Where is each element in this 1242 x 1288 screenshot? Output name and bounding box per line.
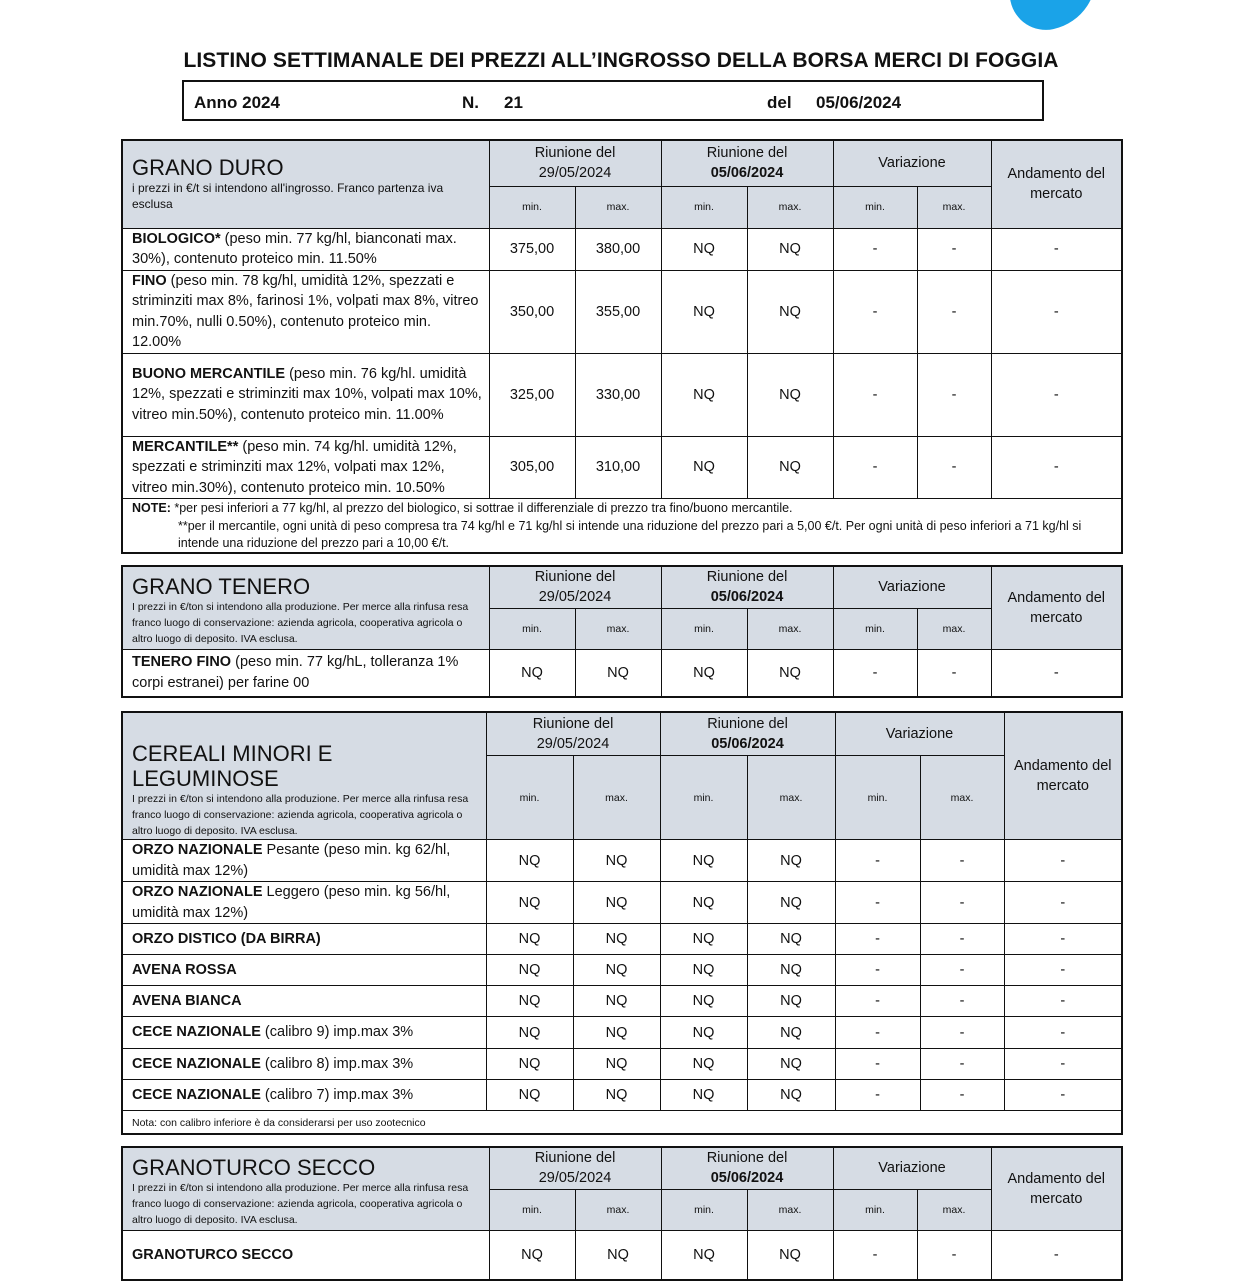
max-header: max.	[747, 756, 835, 840]
section-description: I prezzi in €/ton si intendono alla produzione. Per merce alla rinfusa resa franco luogo di conservazione: azienda agricola, cooperativa agricola o altro luogo di deposito. IVA esclusa.	[132, 601, 469, 645]
curr-meeting-header	[661, 566, 833, 608]
product-row	[122, 1230, 1122, 1280]
min-header: min.	[489, 186, 575, 228]
price-var-max: -	[917, 649, 991, 697]
price-curr-max: NQ	[747, 649, 833, 697]
section-header	[122, 712, 486, 840]
price-prev-max: NQ	[575, 649, 661, 697]
section-title: GRANO TENERO	[132, 574, 311, 599]
product-cell	[122, 228, 489, 270]
prev-date: 29/05/2024	[538, 589, 612, 606]
price-curr-min: NQ	[660, 1017, 747, 1049]
price-curr-max: NQ	[747, 353, 833, 436]
price-prev-min: NQ	[486, 1049, 573, 1080]
product-cell	[122, 955, 486, 986]
section-header	[122, 566, 489, 649]
section-description: I prezzi in €/ton si intendono alla produzione. Per merce alla rinfusa resa franco luogo di conservazione: azienda agricola, cooperativa agricola o altro luogo di deposito. IVA esclusa.	[132, 793, 469, 837]
product-row	[122, 1049, 1122, 1080]
product-cell	[122, 1080, 486, 1111]
product-name: TENERO FINO	[132, 654, 232, 671]
section-header	[122, 140, 489, 228]
product-spec: (peso min. 77 kg/hL, tolleranza 1% corpi estranei) per farine 00	[132, 654, 459, 691]
product-name: CECE NAZIONALE	[132, 1086, 261, 1103]
date-value: 05/06/2024	[816, 93, 902, 112]
price-trend: -	[991, 270, 1122, 353]
price-var-min: -	[833, 353, 917, 436]
price-curr-max: NQ	[747, 840, 835, 882]
product-cell	[122, 1049, 486, 1080]
prev-meeting-header	[489, 140, 661, 186]
table-grano-duro	[121, 139, 1123, 554]
price-curr-min: NQ	[660, 955, 747, 986]
year-label: Anno 2024	[194, 93, 280, 112]
price-var-max: -	[917, 1230, 991, 1280]
price-curr-min: NQ	[660, 882, 747, 924]
price-var-min: -	[835, 840, 920, 882]
table-cereali-minori	[121, 711, 1123, 1135]
price-curr-min: NQ	[660, 840, 747, 882]
product-name: ORZO NAZIONALE	[132, 884, 263, 900]
price-prev-min: NQ	[486, 840, 573, 882]
product-spec: (calibro 8) imp.max 3%	[260, 1055, 414, 1072]
price-curr-max: NQ	[747, 986, 835, 1017]
section-description: I prezzi in €/ton si intendono alla produzione. Per merce alla rinfusa resa franco luogo di conservazione: azienda agricola, cooperativa agricola o altro luogo di deposito. IVA esclusa.	[132, 1182, 469, 1226]
notes-cell	[122, 1111, 1122, 1134]
product-row	[122, 228, 1122, 270]
product-name: MERCANTILE**	[132, 438, 239, 455]
price-prev-max: 330,00	[575, 353, 661, 436]
page-title: LISTINO SETTIMANALE DEI PREZZI ALL’INGROSSO DELLA BORSA MERCI DI FOGGIA	[183, 49, 1059, 72]
price-var-min: -	[833, 228, 917, 270]
product-row	[122, 270, 1122, 353]
note-1	[123, 499, 1121, 517]
riunione-label: Riunione del	[534, 1150, 616, 1167]
trend-header: Andamento del mercato	[991, 1147, 1122, 1230]
price-prev-min: NQ	[486, 882, 573, 924]
price-trend: -	[1004, 1080, 1122, 1111]
price-var-max: -	[920, 1049, 1004, 1080]
trend-header: Andamento del mercato	[991, 140, 1122, 228]
product-cell	[122, 924, 486, 955]
product-name: AVENA ROSSA	[132, 961, 237, 978]
price-prev-max: NQ	[573, 1080, 660, 1111]
product-row	[122, 955, 1122, 986]
price-prev-min: NQ	[486, 1017, 573, 1049]
section-title: GRANO DURO	[132, 155, 284, 180]
price-curr-min: NQ	[661, 270, 747, 353]
min-header: min.	[833, 1189, 917, 1230]
product-name: BUONO MERCANTILE	[132, 365, 286, 382]
product-cell	[122, 270, 489, 353]
price-curr-min: NQ	[661, 436, 747, 499]
curr-date: 05/06/2024	[710, 165, 784, 182]
max-header: max.	[917, 608, 991, 649]
curr-meeting-header	[661, 140, 833, 186]
section-title: CEREALI MINORI E LEGUMINOSE	[132, 741, 333, 791]
price-trend: -	[991, 1230, 1122, 1280]
variation-header: Variazione	[833, 566, 991, 608]
price-trend: -	[1004, 924, 1122, 955]
price-prev-min: NQ	[486, 1080, 573, 1111]
product-name: CECE NAZIONALE	[132, 1055, 261, 1072]
number-value: 21	[504, 93, 523, 112]
price-var-max: -	[917, 353, 991, 436]
prev-meeting-header	[489, 1147, 661, 1189]
max-header: max.	[920, 756, 1004, 840]
prev-meeting-header	[489, 566, 661, 608]
price-trend: -	[991, 649, 1122, 697]
riunione-label: Riunione del	[706, 1150, 788, 1167]
price-prev-max: 355,00	[575, 270, 661, 353]
curr-meeting-header	[660, 712, 835, 756]
curr-meeting-header	[661, 1147, 833, 1189]
max-header: max.	[747, 1189, 833, 1230]
curr-date: 05/06/2024	[711, 736, 784, 753]
price-curr-min: NQ	[661, 228, 747, 270]
price-trend: -	[1004, 1049, 1122, 1080]
product-cell	[122, 353, 489, 436]
variation-header: Variazione	[833, 1147, 991, 1189]
price-curr-min: NQ	[661, 353, 747, 436]
product-spec: Pesante (peso min. kg 62/hl, umidità max 12%)	[132, 842, 451, 879]
calibro-note: Nota: con calibro inferiore è da considerarsi per uso zootecnico	[132, 1116, 426, 1129]
riunione-label: Riunione del	[706, 145, 788, 162]
riunione-label: Riunione del	[534, 569, 616, 586]
price-curr-min: NQ	[661, 1230, 747, 1280]
max-header: max.	[917, 186, 991, 228]
trend-header: Andamento del mercato	[991, 566, 1122, 649]
product-row	[122, 986, 1122, 1017]
price-prev-max: NQ	[573, 986, 660, 1017]
prev-date: 29/05/2024	[538, 1170, 612, 1187]
min-header: min.	[661, 608, 747, 649]
price-var-min: -	[835, 1017, 920, 1049]
price-var-min: -	[833, 649, 917, 697]
price-prev-min: 375,00	[489, 228, 575, 270]
product-row	[122, 924, 1122, 955]
price-prev-max: NQ	[573, 924, 660, 955]
product-row	[122, 1017, 1122, 1049]
price-var-min: -	[833, 270, 917, 353]
min-header: min.	[486, 756, 573, 840]
min-header: min.	[489, 1189, 575, 1230]
product-name: AVENA BIANCA	[132, 992, 242, 1009]
logo-corner-shape	[1004, 0, 1106, 37]
min-header: min.	[660, 756, 747, 840]
price-curr-min: NQ	[660, 1080, 747, 1111]
curr-date: 05/06/2024	[710, 589, 784, 606]
price-trend: -	[1004, 1017, 1122, 1049]
product-name: GRANOTURCO SECCO	[132, 1246, 294, 1263]
max-header: max.	[917, 1189, 991, 1230]
section-header	[122, 1147, 489, 1230]
riunione-label: Riunione del	[534, 145, 616, 162]
product-name: BIOLOGICO*	[132, 230, 221, 247]
price-trend: -	[1004, 986, 1122, 1017]
price-trend: -	[991, 436, 1122, 499]
prev-date: 29/05/2024	[538, 165, 612, 182]
product-cell	[122, 649, 489, 697]
price-curr-max: NQ	[747, 228, 833, 270]
price-prev-max: NQ	[575, 1230, 661, 1280]
product-name: ORZO DISTICO (DA BIRRA)	[132, 930, 321, 947]
price-var-min: -	[835, 882, 920, 924]
product-row	[122, 649, 1122, 697]
price-var-max: -	[920, 840, 1004, 882]
price-curr-max: NQ	[747, 1017, 835, 1049]
number-label: N.	[462, 93, 479, 112]
riunione-label: Riunione del	[532, 716, 614, 733]
min-header: min.	[835, 756, 920, 840]
price-trend: -	[991, 228, 1122, 270]
variation-header: Variazione	[835, 712, 1004, 756]
price-var-max: -	[920, 955, 1004, 986]
table-grano-tenero	[121, 565, 1123, 698]
price-trend: -	[1004, 955, 1122, 986]
notes-cell	[122, 499, 1122, 554]
price-var-max: -	[917, 228, 991, 270]
product-row	[122, 353, 1122, 436]
price-var-max: -	[920, 1080, 1004, 1111]
price-var-max: -	[920, 1017, 1004, 1049]
price-prev-min: NQ	[486, 955, 573, 986]
date-label: del	[767, 93, 792, 112]
trend-header: Andamento del mercato	[1004, 712, 1122, 840]
max-header: max.	[573, 756, 660, 840]
price-prev-max: NQ	[573, 840, 660, 882]
product-cell	[122, 1230, 489, 1280]
product-name: ORZO NAZIONALE	[132, 842, 263, 858]
note-label: NOTE:	[132, 501, 171, 515]
max-header: max.	[575, 1189, 661, 1230]
price-var-max: -	[920, 924, 1004, 955]
price-prev-min: NQ	[486, 924, 573, 955]
max-header: max.	[747, 186, 833, 228]
price-curr-max: NQ	[747, 1049, 835, 1080]
product-cell	[122, 986, 486, 1017]
price-prev-min: 350,00	[489, 270, 575, 353]
product-spec: (calibro 9) imp.max 3%	[260, 1024, 414, 1041]
min-header: min.	[489, 608, 575, 649]
price-curr-min: NQ	[660, 986, 747, 1017]
price-prev-max: NQ	[573, 1049, 660, 1080]
section-title: GRANOTURCO SECCO	[132, 1155, 376, 1180]
price-var-min: -	[833, 436, 917, 499]
min-header: min.	[833, 186, 917, 228]
price-trend: -	[1004, 882, 1122, 924]
product-spec: (calibro 7) imp.max 3%	[260, 1086, 414, 1103]
product-cell	[122, 1017, 486, 1049]
price-curr-max: NQ	[747, 955, 835, 986]
price-prev-min: NQ	[489, 649, 575, 697]
section-description: i prezzi in €/t si intendono all'ingrosso. Franco partenza iva esclusa	[132, 181, 444, 211]
product-row	[122, 840, 1122, 882]
product-spec: (peso min. 77 kg/hl, bianconati max. 30%), contenuto proteico min. 11.50%	[132, 230, 457, 267]
price-prev-min: NQ	[486, 986, 573, 1017]
min-header: min.	[661, 186, 747, 228]
price-prev-min: 305,00	[489, 436, 575, 499]
price-var-min: -	[835, 1080, 920, 1111]
price-var-max: -	[917, 270, 991, 353]
note-2: **per il mercantile, ogni unità di peso compresa tra 74 kg/hl e 71 kg/hl si intende una riduzione del prezzo pari a 5,00 €/t. Per ogni unità di peso inferiori a 71 kg/hl si intende una riduzione del prezzo pari a 10,00 €/t.	[178, 519, 1082, 550]
product-cell	[122, 840, 486, 882]
product-row	[122, 882, 1122, 924]
price-var-min: -	[835, 986, 920, 1017]
riunione-label: Riunione del	[706, 569, 788, 586]
variation-header: Variazione	[833, 140, 991, 186]
price-var-min: -	[835, 924, 920, 955]
product-spec: (peso min. 74 kg/hl. umidità 12%, spezzati e striminziti max 12%, volpati max 12%, vitreo min.30%), contenuto proteico min. 10.50%	[132, 438, 457, 496]
price-trend: -	[1004, 840, 1122, 882]
price-var-max: -	[920, 986, 1004, 1017]
price-prev-max: NQ	[573, 955, 660, 986]
product-row	[122, 1080, 1122, 1111]
price-curr-max: NQ	[747, 1080, 835, 1111]
price-var-max: -	[920, 882, 1004, 924]
price-curr-max: NQ	[747, 882, 835, 924]
product-spec: (peso min. 78 kg/hl, umidità 12%, spezzati e striminziti max 8%, farinosi 1%, volpati max 8%, vitreo min.70%, nulli 0.50%), contenuto proteico min. 12.00%	[132, 272, 479, 350]
prev-date: 29/05/2024	[536, 736, 610, 753]
max-header: max.	[747, 608, 833, 649]
bulletin-header	[182, 80, 1044, 121]
price-var-min: -	[833, 1230, 917, 1280]
max-header: max.	[575, 186, 661, 228]
price-curr-min: NQ	[661, 649, 747, 697]
riunione-label: Riunione del	[707, 716, 788, 733]
product-cell	[122, 882, 486, 924]
product-spec: Leggero (peso min. kg 56/hl, umidità max 12%)	[132, 884, 451, 921]
price-prev-max: 380,00	[575, 228, 661, 270]
price-curr-max: NQ	[747, 436, 833, 499]
price-prev-min: NQ	[489, 1230, 575, 1280]
price-var-min: -	[835, 955, 920, 986]
price-prev-min: 325,00	[489, 353, 575, 436]
min-header: min.	[833, 608, 917, 649]
table-granoturco-secco	[121, 1146, 1123, 1281]
price-trend: -	[991, 353, 1122, 436]
price-curr-min: NQ	[660, 1049, 747, 1080]
product-name: CECE NAZIONALE	[132, 1024, 261, 1041]
note-1-text: *per pesi inferiori a 77 kg/hl, al prezzo del biologico, si sottrae il differenziale di prezzo tra fino/buono mercantile.	[170, 501, 793, 515]
prev-meeting-header	[486, 712, 660, 756]
curr-date: 05/06/2024	[710, 1170, 784, 1187]
price-prev-max: 310,00	[575, 436, 661, 499]
max-header: max.	[575, 608, 661, 649]
min-header: min.	[661, 1189, 747, 1230]
price-curr-max: NQ	[747, 924, 835, 955]
product-spec: (peso min. 76 kg/hl. umidità 12%, spezzati e striminziti max 10%, volpati max 10%, vitreo min.50%), contenuto proteico min. 11.00%	[132, 365, 482, 423]
product-cell	[122, 436, 489, 499]
price-var-max: -	[917, 436, 991, 499]
price-curr-max: NQ	[747, 1230, 833, 1280]
product-name: FINO	[132, 272, 167, 289]
product-row	[122, 436, 1122, 499]
price-var-min: -	[835, 1049, 920, 1080]
price-prev-max: NQ	[573, 882, 660, 924]
price-curr-max: NQ	[747, 270, 833, 353]
price-curr-min: NQ	[660, 924, 747, 955]
price-prev-max: NQ	[573, 1017, 660, 1049]
